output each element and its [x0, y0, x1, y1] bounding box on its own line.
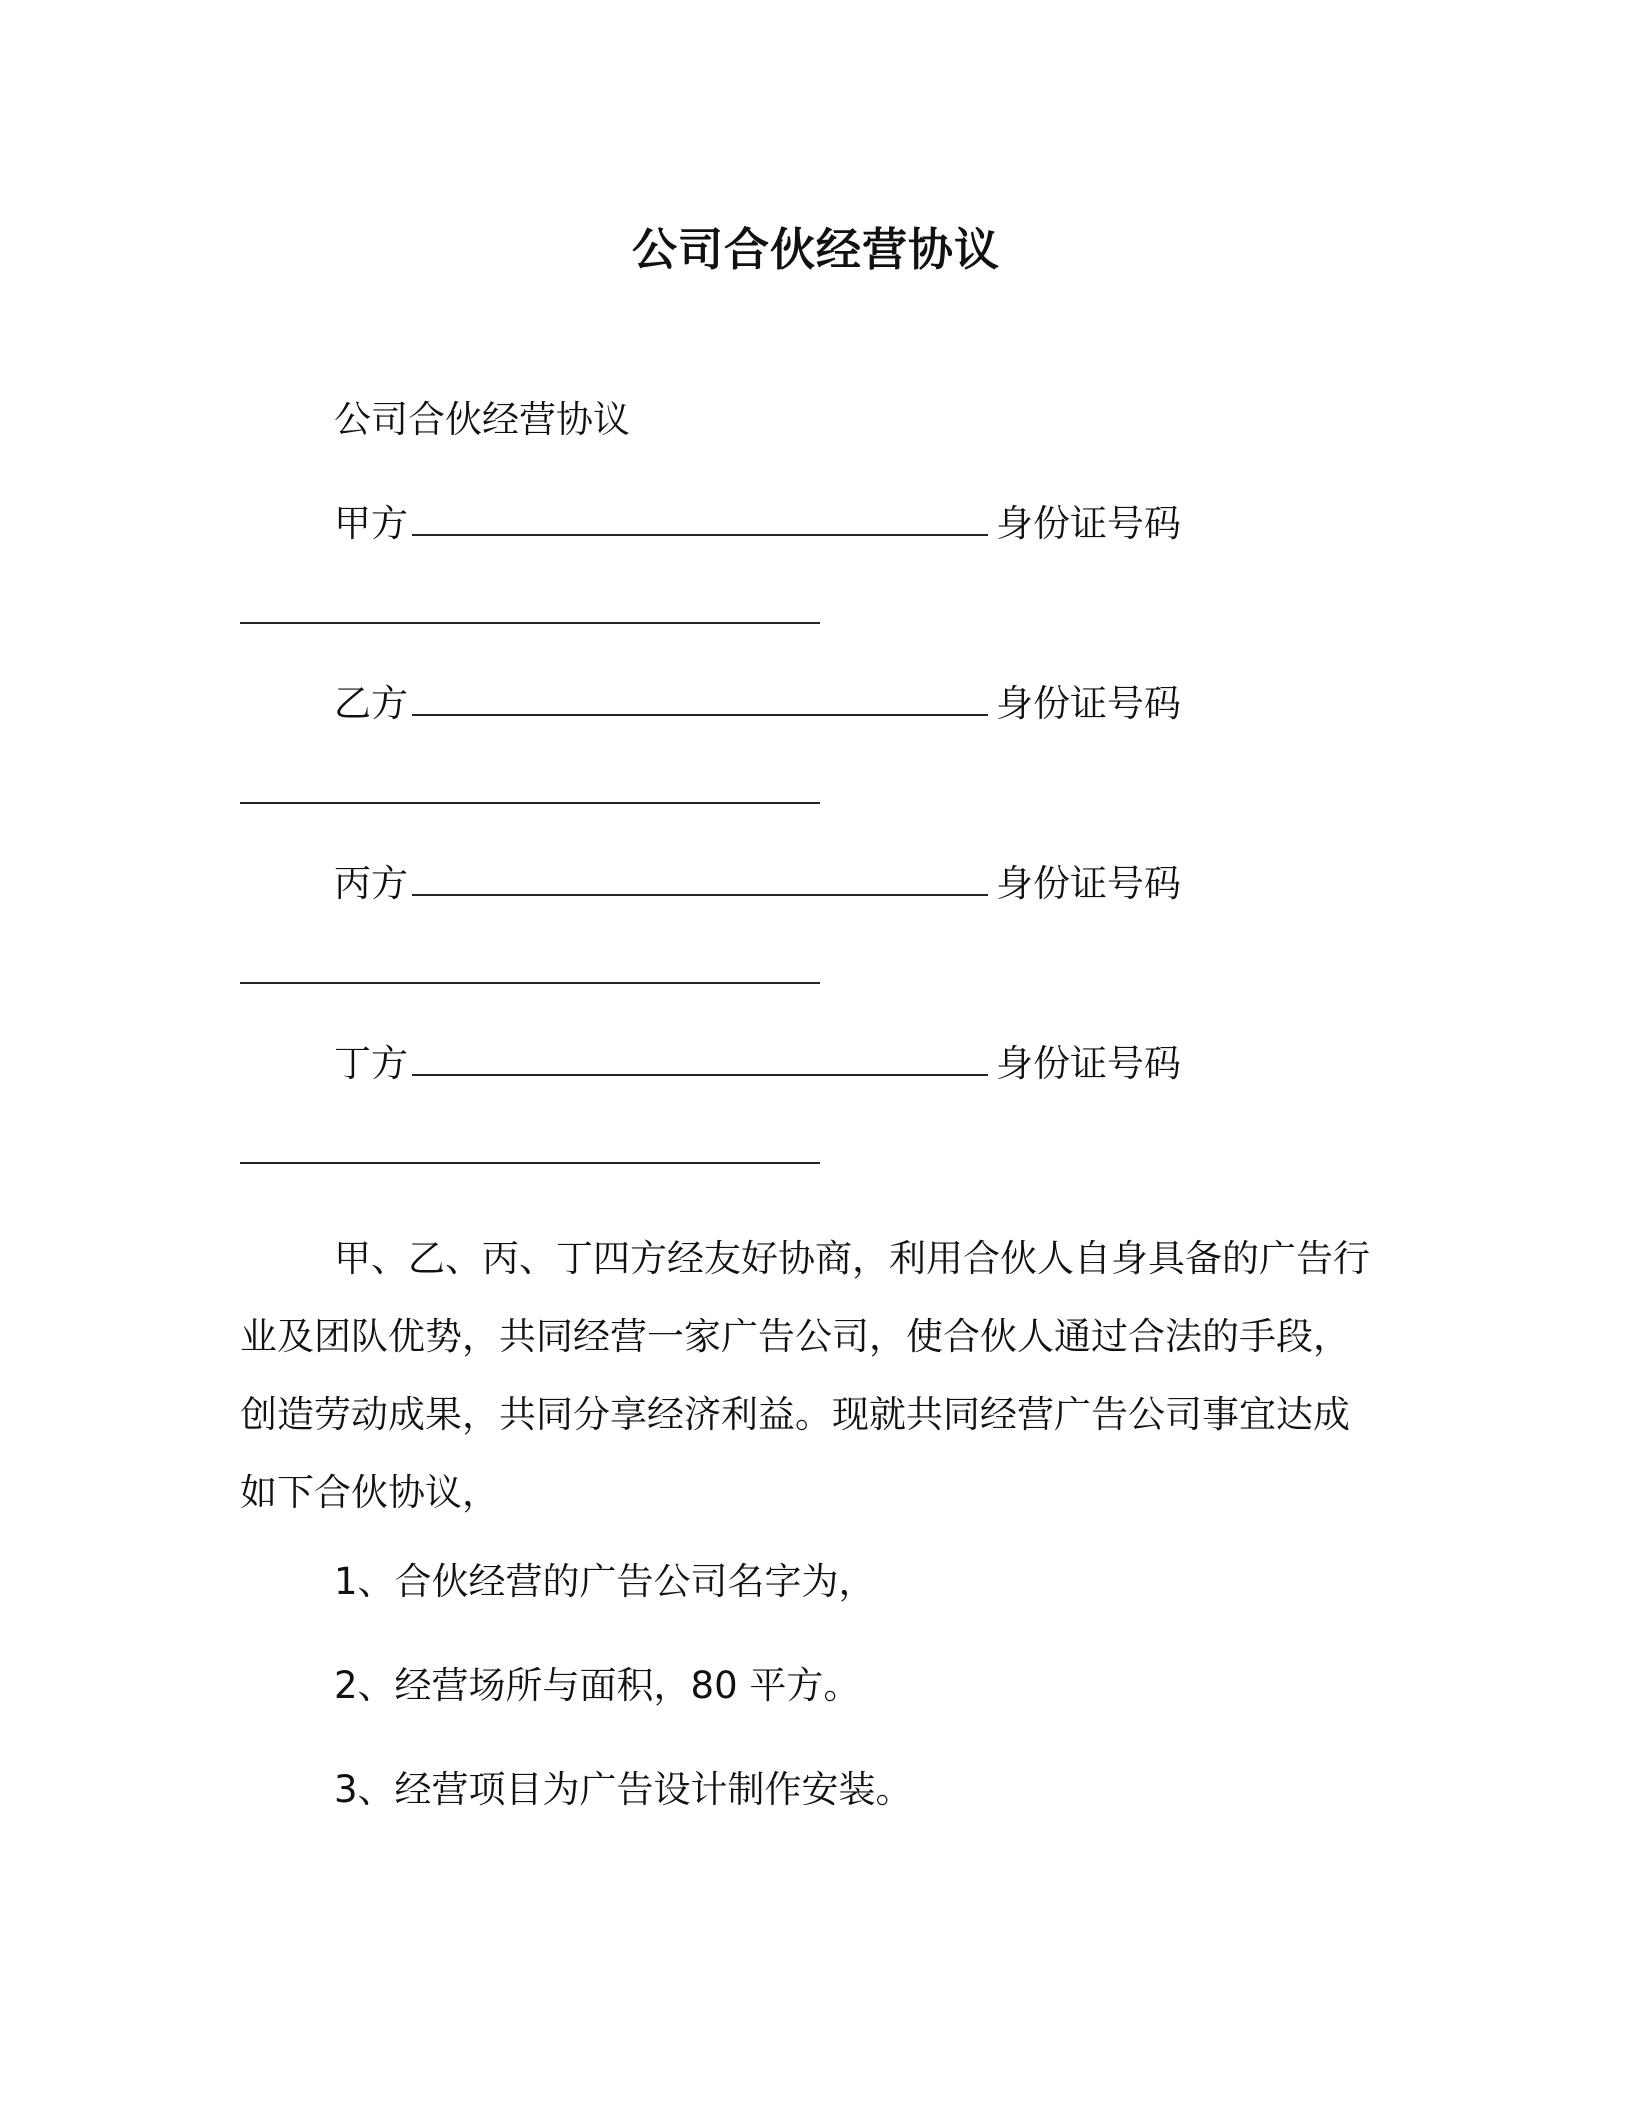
- party-name-blank: [412, 504, 988, 536]
- paragraph-line: 如下合伙协议，: [240, 1471, 499, 1514]
- id-number-blank: [240, 982, 820, 984]
- clause-2: 2、经营场所与面积，80 平方。: [334, 1664, 861, 1707]
- paragraph-line: 创造劳动成果，共同分享经济利益。现就共同经营广告公司事宜达成: [240, 1393, 1350, 1436]
- party-label: 丙方: [334, 862, 408, 905]
- party-label: 乙方: [334, 682, 408, 725]
- paragraph-line: 甲、乙、丙、丁四方经友好协商，利用合伙人自身具备的广告行: [334, 1237, 1370, 1280]
- id-number-label: 身份证号码: [996, 1042, 1181, 1085]
- party-line-jia: [334, 500, 1181, 548]
- id-number-blank: [240, 802, 820, 804]
- party-label: 甲方: [334, 502, 408, 545]
- id-number-blank: [240, 1162, 820, 1164]
- paragraph-line: 业及团队优势，共同经营一家广告公司，使合伙人通过合法的手段，: [240, 1315, 1350, 1358]
- party-name-blank: [412, 1044, 988, 1076]
- party-line-ding: [334, 1040, 1181, 1088]
- document-subtitle: 公司合伙经营协议: [334, 398, 630, 441]
- intro-paragraph: [240, 1220, 1400, 1532]
- id-number-blank: [240, 622, 820, 624]
- party-line-bing: [334, 860, 1181, 908]
- document-title: 公司合伙经营协议: [631, 223, 1000, 276]
- clause-3: 3、经营项目为广告设计制作安装。: [334, 1768, 913, 1811]
- clause-1: 1、合伙经营的广告公司名字为，: [334, 1560, 876, 1603]
- id-number-label: 身份证号码: [996, 862, 1181, 905]
- party-label: 丁方: [334, 1042, 408, 1085]
- party-name-blank: [412, 864, 988, 896]
- id-number-label: 身份证号码: [996, 682, 1181, 725]
- party-name-blank: [412, 684, 988, 716]
- party-line-yi: [334, 680, 1181, 728]
- id-number-label: 身份证号码: [996, 502, 1181, 545]
